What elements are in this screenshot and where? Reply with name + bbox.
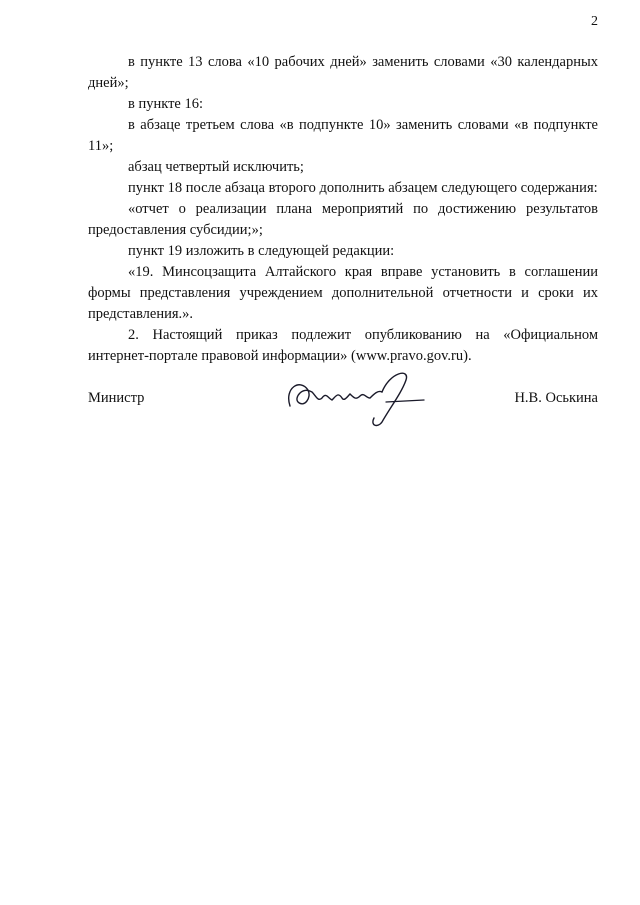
- paragraph: в абзаце третьем слова «в подпункте 10» заменить словами «в подпункте 11»;: [88, 117, 598, 154]
- paragraph: «отчет о реализации плана мероприятий по достижению результатов предоставления субсидии;»;: [88, 201, 598, 238]
- paragraph: абзац четвертый исключить;: [128, 159, 304, 175]
- signature-block: [88, 382, 598, 442]
- handwritten-signature: [278, 368, 428, 428]
- document-body: [88, 52, 598, 367]
- paragraph: в пункте 13 слова «10 рабочих дней» заменить словами «30 календарных дней»;: [88, 54, 598, 91]
- paragraph: в пункте 16:: [128, 96, 204, 112]
- paragraph: «19. Минсоцзащита Алтайского края вправе установить в соглашении формы представления учреждением дополнительной отчетности и сроки их представления.».: [88, 264, 598, 322]
- paragraph: пункт 18 после абзаца второго дополнить абзацем следующего содержания:: [128, 180, 598, 196]
- signatory-name: Н.В. Оськина: [514, 390, 598, 406]
- paragraph: пункт 19 изложить в следующей редакции:: [128, 243, 395, 259]
- paragraph: 2. Настоящий приказ подлежит опубликованию на «Официальном интернет-портале правовой информации» (www.pravo.gov.ru).: [88, 327, 598, 364]
- page-number: 2: [591, 14, 598, 29]
- signatory-title: Министр: [88, 390, 145, 406]
